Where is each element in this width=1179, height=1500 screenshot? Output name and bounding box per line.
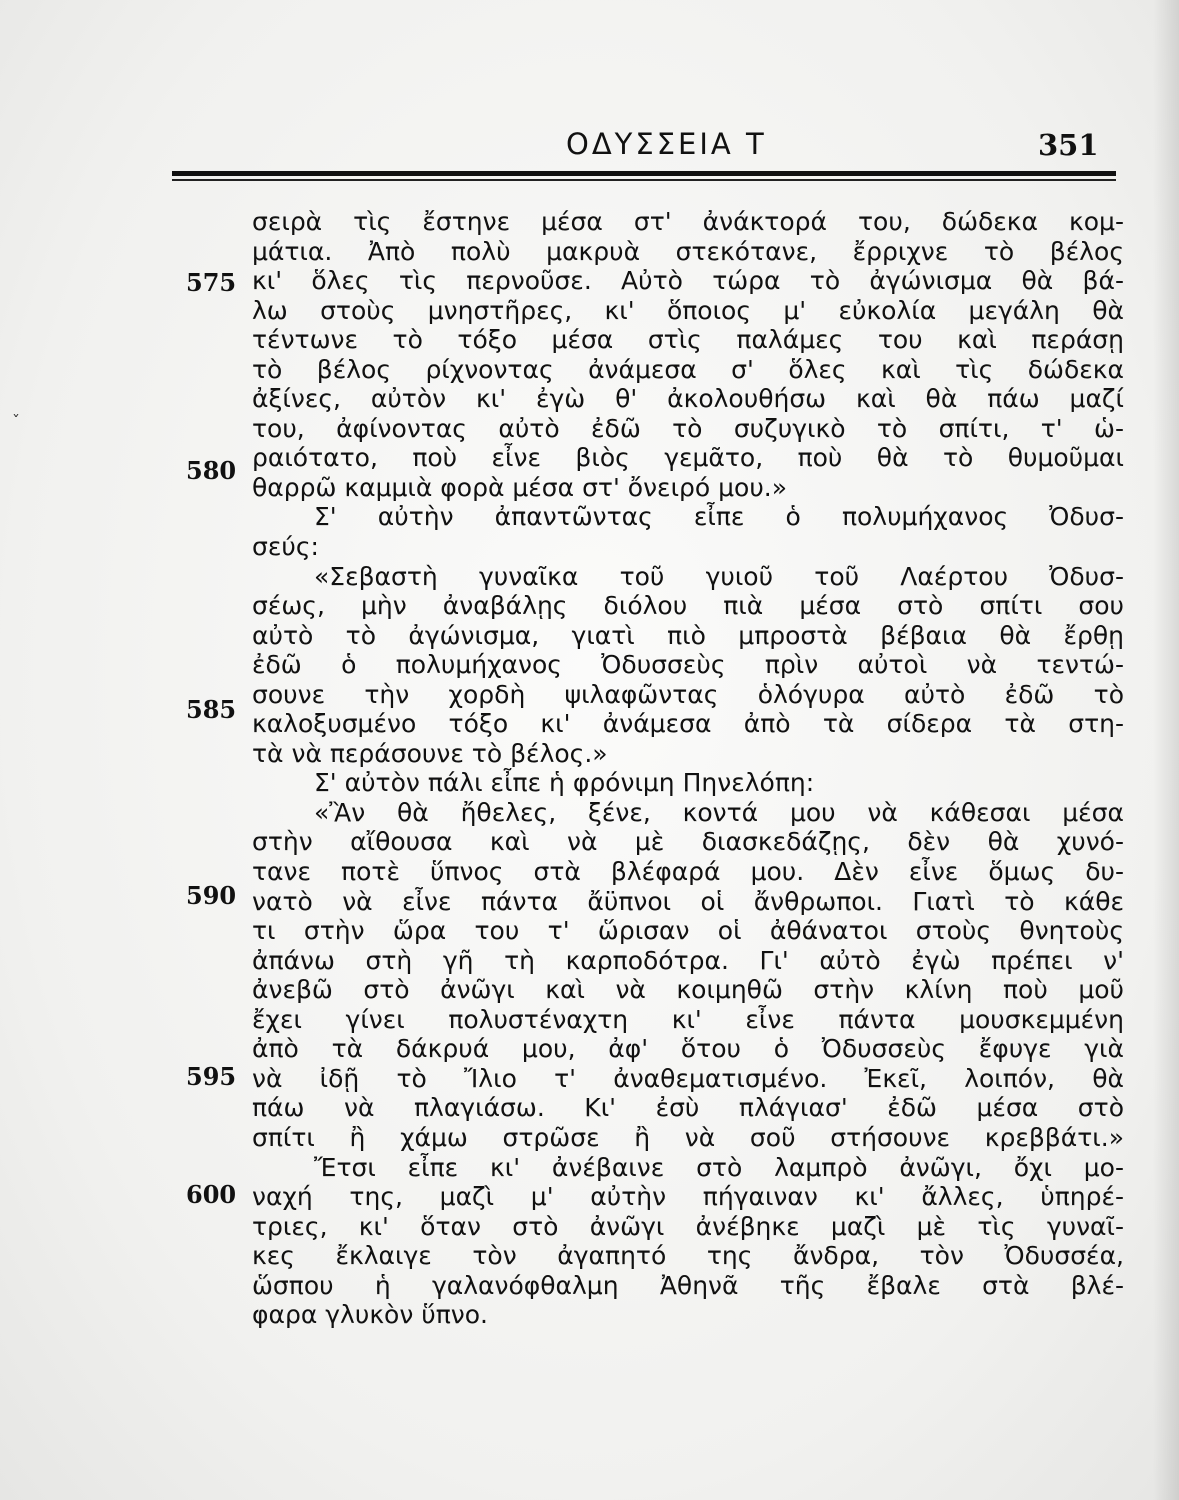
text-line: ἀξίνες, αὐτὸν κι' ἐγὼ θ' ἀκολουθήσω καὶ θὰ πάω μαζί bbox=[252, 384, 1124, 414]
text-line: ἐδῶ ὁ πολυμήχανος Ὀδυσσεὺς πρὶν αὐτοὶ νὰ τεντώ- bbox=[252, 650, 1124, 680]
text-line: «Σεβαστὴ γυναῖκα τοῦ γυιοῦ τοῦ Λαέρτου Ὀδυσ- bbox=[314, 561, 1124, 591]
text-line: μάτια. Ἀπὸ πολὺ μακρυὰ στεκότανε, ἔρριχνε τὸ βέλος bbox=[252, 236, 1124, 266]
running-head-title: ΟΔΥΣΣΕΙΑ Τ bbox=[566, 127, 767, 161]
text-line: τανε ποτὲ ὕπνος στὰ βλέφαρά μου. Δὲν εἶνε ὅμως δυ- bbox=[252, 857, 1124, 887]
text-line: τι στὴν ὥρα του τ' ὥρισαν οἱ ἀθάνατοι στοὺς θνητοὺς bbox=[252, 916, 1124, 946]
text-line: του, ἀφίνοντας αὐτὸ ἐδῶ τὸ συζυγικὸ τὸ σπίτι, τ' ὡ- bbox=[252, 413, 1124, 443]
line-number-580: 580 bbox=[186, 456, 237, 485]
text-line: αὐτὸ τὸ ἀγώνισμα, γιατὶ πιὸ μπροστὰ βέβαια θὰ ἔρθῃ bbox=[252, 620, 1124, 650]
text-line: στὴν αἴθουσα καὶ νὰ μὲ διασκεδάζῃς, δὲν θὰ χυνό- bbox=[252, 827, 1124, 857]
text-line: ἀπάνω στὴ γῆ τὴ καρποδότρα. Γι' αὐτὸ ἐγὼ πρέπει ν' bbox=[252, 945, 1124, 975]
text-line: σουνε τὴν χορδὴ ψιλαφῶντας ὁλόγυρα αὐτὸ ἐδῶ τὸ bbox=[252, 679, 1124, 709]
line-number-585: 585 bbox=[186, 695, 237, 724]
text-line: ὥσπου ἡ γαλανόφθαλμη Ἀθηνᾶ τῆς ἔβαλε στὰ βλέ- bbox=[252, 1270, 1124, 1300]
text-line: θαρρῶ καμμιὰ φορὰ μέσα στ' ὄνειρό μου.» bbox=[252, 472, 788, 502]
text-line: πάω νὰ πλαγιάσω. Κι' ἐσὺ πλάγιασ' ἐδῶ μέσα στὸ bbox=[252, 1093, 1124, 1123]
text-line: σεύς: bbox=[252, 532, 319, 562]
text-line: Σ' αὐτὴν ἀπαντῶντας εἶπε ὁ πολυμήχανος Ὀδυσ- bbox=[314, 502, 1124, 532]
text-line: κι' ὅλες τὶς περνοῦσε. Αὐτὸ τώρα τὸ ἀγώνισμα θὰ βά- bbox=[252, 266, 1124, 296]
text-line: σειρὰ τὶς ἔστηνε μέσα στ' ἀνάκτορά του, δώδεκα κομ- bbox=[252, 207, 1124, 236]
header-rule-thin bbox=[172, 179, 1116, 181]
text-line: κες ἔκλαιγε τὸν ἀγαπητό της ἄνδρα, τὸν Ὀδυσσέα, bbox=[252, 1241, 1124, 1271]
text-line: σπίτι ἢ χάμω στρῶσε ἢ νὰ σοῦ στήσουνε κρεββάτι.» bbox=[252, 1122, 1124, 1152]
text-line: ἀνεβῶ στὸ ἀνῶγι καὶ νὰ κοιμηθῶ στὴν κλίνη ποὺ μοῦ bbox=[252, 975, 1124, 1005]
page-edge-shadow bbox=[1153, 0, 1179, 1500]
text-line: τέντωνε τὸ τόξο μέσα στὶς παλάμες του καὶ περάσῃ bbox=[252, 325, 1124, 355]
line-number-590: 590 bbox=[186, 881, 237, 910]
header-rule-thick bbox=[172, 171, 1116, 176]
text-line: «Ἂν θὰ ἤθελες, ξένε, κοντά μου νὰ κάθεσαι μέσα bbox=[314, 797, 1124, 827]
text-line: τὰ νὰ περάσουνε τὸ βέλος.» bbox=[252, 738, 608, 768]
text-line: φαρα γλυκὸν ὕπνο. bbox=[252, 1300, 488, 1330]
text-line: ἔχει γίνει πολυστέναχτη κι' εἶνε πάντα μουσκεμμένη bbox=[252, 1004, 1124, 1034]
text-line: νὰ ἰδῇ τὸ Ἴλιο τ' ἀναθεματισμένο. Ἐκεῖ, λοιπόν, θὰ bbox=[252, 1063, 1124, 1093]
text-line: νατὸ νὰ εἶνε πάντα ἄϋπνοι οἱ ἄνθρωποι. Γιατὶ τὸ κάθε bbox=[252, 886, 1124, 916]
line-number-575: 575 bbox=[186, 268, 237, 297]
line-number-595: 595 bbox=[186, 1062, 237, 1091]
text-line: τὸ βέλος ρίχνοντας ἀνάμεσα σ' ὅλες καὶ τὶς δώδεκα bbox=[252, 354, 1124, 384]
text-line: ἀπὸ τὰ δάκρυά μου, ἀφ' ὅτου ὁ Ὀδυσσεὺς ἔφυγε γιὰ bbox=[252, 1034, 1124, 1064]
scan-speck: ˇ bbox=[12, 412, 20, 431]
text-line: ναχή της, μαζὶ μ' αὐτὴν πήγαιναν κι' ἄλλες, ὑπηρέ- bbox=[252, 1182, 1124, 1212]
text-line: λω στοὺς μνηστῆρες, κι' ὅποιος μ' εὐκολία μεγάλη θὰ bbox=[252, 295, 1124, 325]
body-text bbox=[252, 207, 1124, 1330]
page-number: 351 bbox=[1038, 128, 1099, 162]
text-line: τριες, κι' ὅταν στὸ ἀνῶγι ἀνέβηκε μαζὶ μὲ τὶς γυναῖ- bbox=[252, 1211, 1124, 1241]
text-line: σέως, μὴν ἀναβάλῃς διόλου πιὰ μέσα στὸ σπίτι σου bbox=[252, 591, 1124, 621]
text-line: Ἔτσι εἶπε κι' ἀνέβαινε στὸ λαμπρὸ ἀνῶγι, ὄχι μο- bbox=[314, 1152, 1124, 1182]
line-number-600: 600 bbox=[186, 1180, 237, 1209]
text-line: Σ' αὐτὸν πάλι εἶπε ἡ φρόνιμη Πηνελόπη: bbox=[314, 768, 815, 798]
text-line: ραιότατο, ποὺ εἶνε βιὸς γεμᾶτο, ποὺ θὰ τὸ θυμοῦμαι bbox=[252, 443, 1124, 473]
text-line: καλοξυσμένο τόξο κι' ἀνάμεσα ἀπὸ τὰ σίδερα τὰ στη- bbox=[252, 709, 1124, 739]
